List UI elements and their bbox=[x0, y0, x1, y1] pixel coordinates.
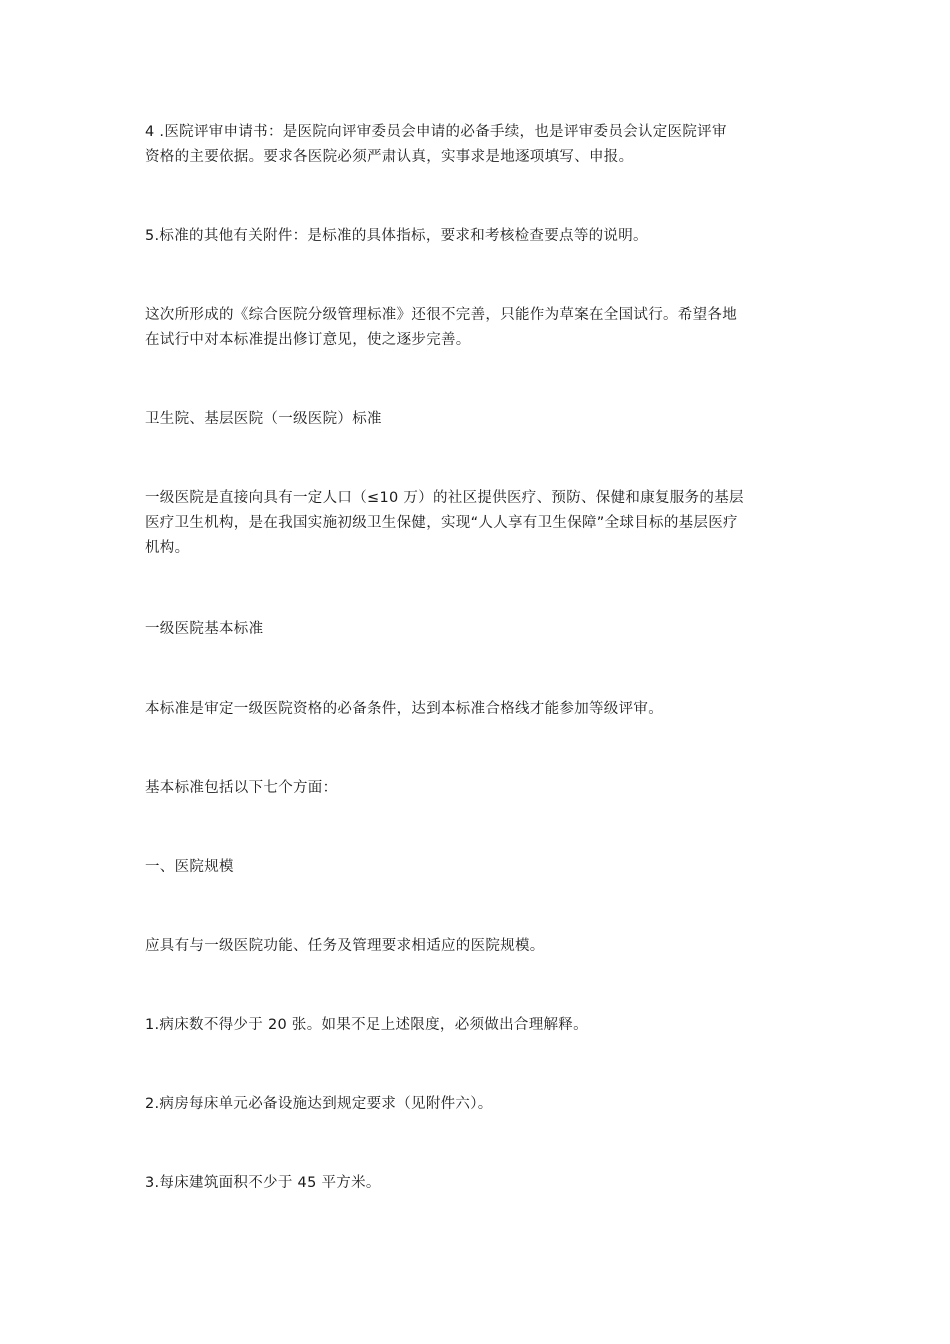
paragraph-draft-note bbox=[145, 303, 815, 353]
text-line: 基本标准包括以下七个方面： bbox=[145, 780, 338, 796]
text-line: 资格的主要依据。要求各医院必须严肃认真，实事求是地逐项填写、申报。 bbox=[145, 149, 634, 165]
list-item-floor-area bbox=[145, 1171, 815, 1196]
paragraph-review-application bbox=[145, 120, 815, 170]
text-line: 5.标准的其他有关附件：是标准的具体指标，要求和考核检查要点等的说明。 bbox=[145, 228, 648, 244]
list-item-bed-count bbox=[145, 1013, 815, 1038]
paragraph-other-attachments bbox=[145, 224, 815, 249]
text-line: 2.病房每床单元必备设施达到规定要求（见附件六）。 bbox=[145, 1096, 493, 1112]
text-line: 卫生院、基层医院（一级医院）标准 bbox=[145, 411, 382, 427]
text-line: 医疗卫生机构，是在我国实施初级卫生保健，实现“人人享有卫生保障”全球目标的基层医疗 bbox=[145, 515, 738, 531]
text-line: 这次所形成的《综合医院分级管理标准》还很不完善，只能作为草案在全国试行。希望各地 bbox=[145, 307, 737, 323]
text-line: 4 .医院评审申请书：是医院向评审委员会申请的必备手续，也是评审委员会认定医院评审 bbox=[145, 124, 727, 140]
section-heading-hospital-scale bbox=[145, 855, 815, 880]
paragraph-seven-aspects bbox=[145, 776, 815, 801]
text-line: 在试行中对本标准提出修订意见，使之逐步完善。 bbox=[145, 332, 471, 348]
text-line: 本标准是审定一级医院资格的必备条件，达到本标准合格线才能参加等级评审。 bbox=[145, 701, 663, 717]
paragraph-standard-purpose bbox=[145, 697, 815, 722]
list-item-ward-facilities bbox=[145, 1092, 815, 1117]
text-line: 应具有与一级医院功能、任务及管理要求相适应的医院规模。 bbox=[145, 938, 545, 954]
text-line: 一级医院基本标准 bbox=[145, 621, 264, 637]
text-line: 3.每床建筑面积不少于 45 平方米。 bbox=[145, 1175, 381, 1191]
paragraph-scale-requirement bbox=[145, 934, 815, 959]
text-line: 1.病床数不得少于 20 张。如果不足上述限度，必须做出合理解释。 bbox=[145, 1017, 588, 1033]
section-heading-clinic-standard bbox=[145, 407, 815, 432]
paragraph-level-one-definition bbox=[145, 486, 815, 561]
text-line: 一级医院是直接向具有一定人口（≤10 万）的社区提供医疗、预防、保健和康复服务的基层 bbox=[145, 490, 744, 506]
text-line: 一、医院规模 bbox=[145, 859, 234, 875]
section-heading-basic-standard bbox=[145, 617, 815, 642]
text-line: 机构。 bbox=[145, 540, 190, 556]
